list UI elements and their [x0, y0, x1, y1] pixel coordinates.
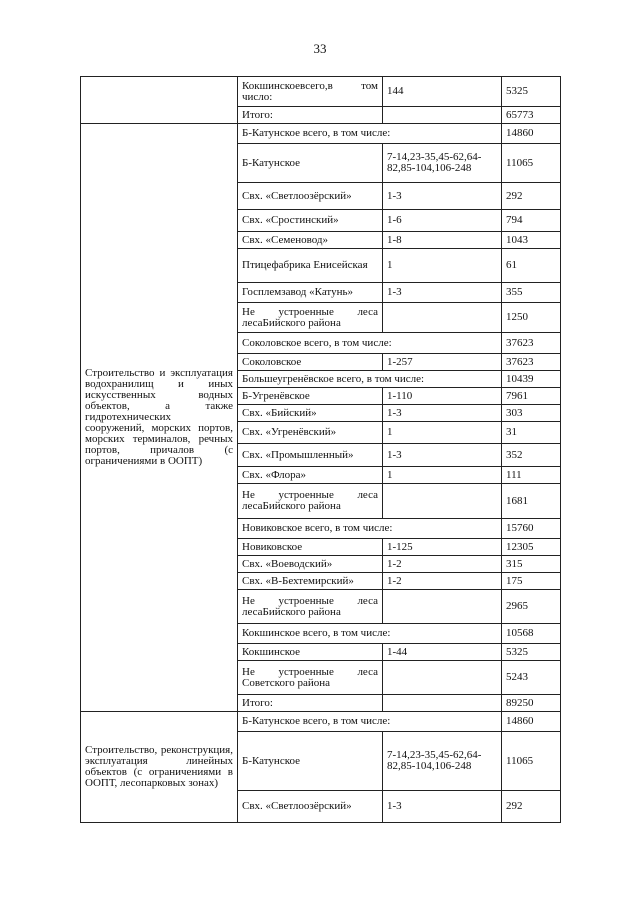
quarter-numbers-cell: 1 — [383, 467, 502, 484]
forestry-name-cell: Итого: — [238, 107, 383, 124]
area-value-cell: 12305 — [502, 539, 561, 556]
area-value-cell: 7961 — [502, 388, 561, 405]
quarter-numbers-cell — [383, 695, 502, 712]
activity-type-cell — [81, 77, 238, 124]
table-row — [81, 124, 561, 144]
quarter-numbers-cell: 7-14,23-35,45-62,64-82,85-104,106-248 — [383, 732, 502, 791]
area-value-cell: 2965 — [502, 590, 561, 624]
forestry-name-cell: Свх. «Флора» — [238, 467, 383, 484]
forest-data-table — [80, 76, 561, 823]
forestry-name-cell: Птицефабрика Енисейская — [238, 249, 383, 283]
area-value-cell: 5325 — [502, 77, 561, 107]
area-value-cell: 89250 — [502, 695, 561, 712]
area-value-cell: 37623 — [502, 333, 561, 354]
quarter-numbers-cell: 1-110 — [383, 388, 502, 405]
area-value-cell: 65773 — [502, 107, 561, 124]
forestry-name-cell: Свх. «Воеводский» — [238, 556, 383, 573]
quarter-numbers-cell: 1-3 — [383, 444, 502, 467]
quarter-numbers-cell: 1-2 — [383, 573, 502, 590]
area-value-cell: 175 — [502, 573, 561, 590]
forestry-name-cell: Б-Катунское всего, в том числе: — [238, 712, 502, 732]
forestry-name-cell: Свх. «Светлоозёрский» — [238, 183, 383, 210]
area-value-cell: 1681 — [502, 484, 561, 519]
quarter-numbers-cell — [383, 303, 502, 333]
area-value-cell: 292 — [502, 791, 561, 823]
area-value-cell: 37623 — [502, 354, 561, 371]
page-number: 33 — [313, 41, 327, 56]
quarter-numbers-cell: 1 — [383, 422, 502, 444]
forestry-name-cell: Свх. «Светлоозёрский» — [238, 791, 383, 823]
forestry-name-cell: Кокшинскоевсего,в том число: — [238, 77, 383, 107]
forestry-name-cell: Не устроенные леса лесаБийского района — [238, 590, 383, 624]
area-value-cell: 10439 — [502, 371, 561, 388]
quarter-numbers-cell — [383, 590, 502, 624]
quarter-numbers-cell: 1-2 — [383, 556, 502, 573]
quarter-numbers-cell: 1-44 — [383, 644, 502, 661]
quarter-numbers-cell — [383, 107, 502, 124]
area-value-cell: 111 — [502, 467, 561, 484]
quarter-numbers-cell: 1-125 — [383, 539, 502, 556]
quarter-numbers-cell: 1-3 — [383, 183, 502, 210]
forestry-name-cell: Свх. «Бийский» — [238, 405, 383, 422]
quarter-numbers-cell: 1-6 — [383, 210, 502, 232]
quarter-numbers-cell: 1 — [383, 249, 502, 283]
quarter-numbers-cell: 1-3 — [383, 283, 502, 303]
quarter-numbers-cell: 1-3 — [383, 791, 502, 823]
area-value-cell: 1043 — [502, 232, 561, 249]
area-value-cell: 303 — [502, 405, 561, 422]
area-value-cell: 61 — [502, 249, 561, 283]
area-value-cell: 352 — [502, 444, 561, 467]
area-value-cell: 10568 — [502, 624, 561, 644]
forestry-name-cell: Новиковское — [238, 539, 383, 556]
area-value-cell: 31 — [502, 422, 561, 444]
forestry-name-cell: Б-Катунское — [238, 144, 383, 183]
quarter-numbers-cell: 144 — [383, 77, 502, 107]
forestry-name-cell: Госплемзавод «Катунь» — [238, 283, 383, 303]
quarter-numbers-cell: 1-8 — [383, 232, 502, 249]
forestry-name-cell: Новиковское всего, в том числе: — [238, 519, 502, 539]
forestry-name-cell: Соколовское всего, в том числе: — [238, 333, 502, 354]
area-value-cell: 794 — [502, 210, 561, 232]
area-value-cell: 355 — [502, 283, 561, 303]
forestry-name-cell: Свх. «Семеновод» — [238, 232, 383, 249]
activity-type-text: Строительство и эксплуатация водохранилищ и иных искусственных водных объектов, а также гидротехнических сооружений, морских портов, морских терминалов, речных портов, причалов (с ограничениями в ООПТ) — [85, 367, 233, 467]
forestry-name-cell: Б-Угренёвское — [238, 388, 383, 405]
area-value-cell: 15760 — [502, 519, 561, 539]
forestry-name-cell: Соколовское — [238, 354, 383, 371]
area-value-cell: 1250 — [502, 303, 561, 333]
area-value-cell: 5243 — [502, 661, 561, 695]
forestry-name-cell: Свх. «В-Бехтемирский» — [238, 573, 383, 590]
quarter-numbers-cell: 1-257 — [383, 354, 502, 371]
activity-type-cell — [81, 124, 238, 712]
forestry-name-cell: Не устроенные леса лесаБийского района — [238, 303, 383, 333]
area-value-cell: 14860 — [502, 712, 561, 732]
forestry-name-cell: Свх. «Сростинский» — [238, 210, 383, 232]
quarter-numbers-cell: 1-3 — [383, 405, 502, 422]
area-value-cell: 315 — [502, 556, 561, 573]
forestry-name-cell: Итого: — [238, 695, 383, 712]
forestry-name-cell: Кокшинское — [238, 644, 383, 661]
forestry-name-cell: Свх. «Угренёвский» — [238, 422, 383, 444]
forestry-name-cell: Свх. «Промышленный» — [238, 444, 383, 467]
forestry-name-cell: Б-Катунское всего, в том числе: — [238, 124, 502, 144]
forestry-name-cell: Б-Катунское — [238, 732, 383, 791]
area-value-cell: 292 — [502, 183, 561, 210]
table-row — [81, 77, 561, 107]
activity-type-text: Строительство, реконструкция, эксплуатация линейных объектов (с ограничениями в ООПТ, лесопарковых зонах) — [85, 744, 233, 789]
area-value-cell: 5325 — [502, 644, 561, 661]
forestry-name-cell: Кокшинское всего, в том числе: — [238, 624, 502, 644]
forestry-name-cell: Не устроенные леса лесаБийского района — [238, 484, 383, 519]
table-row — [81, 712, 561, 732]
forestry-name-cell: Не устроенные леса Советского района — [238, 661, 383, 695]
area-value-cell: 14860 — [502, 124, 561, 144]
quarter-numbers-cell: 7-14,23-35,45-62,64-82,85-104,106-248 — [383, 144, 502, 183]
area-value-cell: 11065 — [502, 732, 561, 791]
area-value-cell: 11065 — [502, 144, 561, 183]
quarter-numbers-cell — [383, 484, 502, 519]
activity-type-cell — [81, 712, 238, 823]
quarter-numbers-cell — [383, 661, 502, 695]
forestry-name-cell: Большеугренёвское всего, в том числе: — [238, 371, 502, 388]
